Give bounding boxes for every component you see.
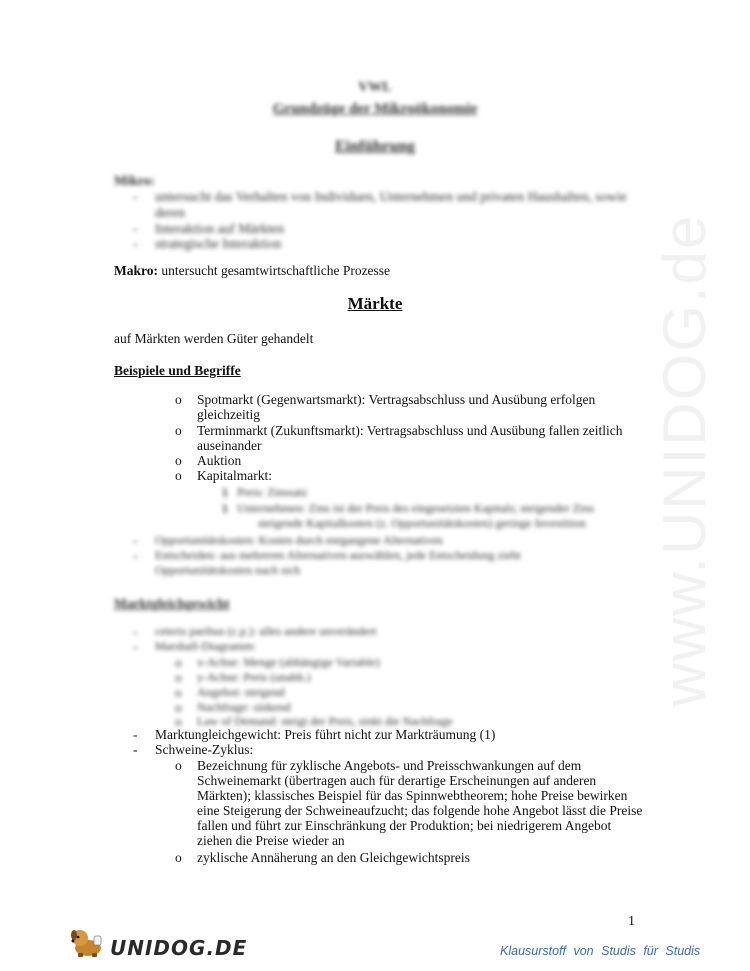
blurred-line: Angebot: steigend [197, 685, 285, 699]
marktungleichgewicht: Marktungleichgewicht: Preis führt nicht zur Markträumung (1) [155, 727, 496, 742]
sub-item: steigende Kapitalkosten (z. Opportunitätskosten) geringe Investition [258, 516, 586, 530]
schweine-line: fallen und führt zur Einschränkung der Produktion; bei niedrigerem Angebot [197, 818, 612, 833]
blurred-line: Law of Demand: steigt der Preis, sinkt die Nachfrage [197, 714, 453, 728]
makro-line [114, 263, 390, 278]
mikro-item: deren [155, 205, 185, 220]
blurred-line: Marshall-Diagramm: [155, 639, 257, 653]
bullet: o [175, 700, 182, 715]
blurred-line: ceteris paribus (c.p.): alles andere unverändert [155, 624, 377, 638]
course-title: VWL [358, 80, 392, 95]
example-line: Spotmarkt (Gegenwartsmarkt): Vertragsabschluss und Ausübung erfolgen [197, 392, 596, 407]
gleichgewicht-heading: Marktgleichgewicht [114, 596, 230, 611]
example-line: auseinander [197, 438, 262, 453]
makro-text: untersucht gesamtwirtschaftliche Prozesse [161, 263, 391, 278]
blurred-line: Opportunitätskosten nach sich [155, 563, 301, 577]
logo-text: UNIDOG.DE [110, 936, 248, 960]
maerkte-intro: auf Märkten werden Güter gehandelt [114, 331, 314, 346]
schweine-line: Schweinemarkt (übertragen auch für derartige Erscheinungen auf anderen [197, 773, 597, 788]
sub-item: § Preis: Zinssatz [222, 485, 308, 499]
section-title: Einführung [334, 138, 416, 155]
mikro-label: Mikro: [114, 173, 155, 188]
bullet: o [175, 655, 182, 670]
bullet: o [175, 758, 182, 773]
schweine-line: ziehen die Preise wieder an [197, 833, 345, 848]
blurred-line: Opportunitätskosten: Kosten durch entgangene Alternativen [155, 533, 443, 547]
blurred-line: Nachfrage: sinkend [197, 700, 291, 714]
footer-tagline: Klausurstoff von Studis für Studis [500, 944, 701, 958]
dash: - [133, 639, 138, 654]
blurred-line: Entscheiden: aus mehreren Alternativen auswählen, jede Entscheidung zieht [155, 548, 521, 562]
blurred-line: y-Achse: Preis (unabh.) [197, 670, 311, 684]
schweine-line: Bezeichnung für zyklische Angebots- und Preisschwankungen auf dem [197, 758, 582, 773]
dog-logo-icon [68, 926, 108, 958]
sub-item: § Unternehmen: Zins ist der Preis des eingesetzten Kapitals; steigender Zins [222, 501, 594, 515]
schweine-line: Märkten); klassisches Beispiel für das Spinnwebtheorem; hohe Preise bewirken [197, 788, 628, 803]
makro-label: Makro: [114, 263, 158, 278]
schweine-line: zyklische Annäherung an den Gleichgewichtspreis [197, 850, 470, 865]
example-line: Terminmarkt (Zukunftsmarkt): Vertragsabschluss und Ausübung fallen zeitlich [197, 423, 623, 438]
bullet: o [175, 685, 182, 700]
dash: - [133, 189, 138, 204]
dash: - [133, 742, 138, 757]
schweine-zyklus: Schweine-Zyklus: [155, 742, 254, 757]
example-line: gleichzeitig [197, 407, 260, 422]
schweine-line: eine Steigerung der Schweineaufzucht; das folgende hohe Angebot lässt die Preise [197, 803, 643, 818]
bullet: o [175, 714, 182, 729]
bullet: o [175, 468, 182, 483]
page-number: 1 [628, 914, 635, 929]
dash: - [133, 221, 138, 236]
sub-item-text: Unternehmen: Zins ist der Preis des eingesetzten Kapitals; steigender Zins [237, 501, 594, 515]
beispiele-heading: Beispiele und Begriffe [114, 363, 241, 378]
dash: - [133, 624, 138, 639]
mikro-item: strategische Interaktion [155, 236, 282, 251]
example-line: Kapitalmarkt: [197, 468, 272, 483]
bullet: o [175, 453, 182, 468]
blurred-line: x-Achse: Menge (abhängige Variable) [197, 655, 380, 669]
mikro-item: untersucht das Verhalten von Individuen, Unternehmen und privaten Haushalten, sowie [155, 189, 627, 204]
dash: - [133, 236, 138, 251]
maerkte-heading: Märkte [347, 294, 403, 313]
mikro-item: Interaktion auf Märkten [155, 221, 284, 236]
bullet: o [175, 670, 182, 685]
bullet: o [175, 850, 182, 865]
dash: - [133, 533, 138, 548]
example-line: Auktion [197, 453, 242, 468]
bullet: o [175, 423, 182, 438]
dash: - [133, 548, 138, 563]
sub-item-text: Preis: Zinssatz [237, 485, 308, 499]
subtitle: Grundzüge der Mikroökonomie [272, 101, 478, 117]
dash: - [133, 727, 138, 742]
bullet: o [175, 392, 182, 407]
watermark: www.UNIDOG.de [651, 213, 718, 707]
